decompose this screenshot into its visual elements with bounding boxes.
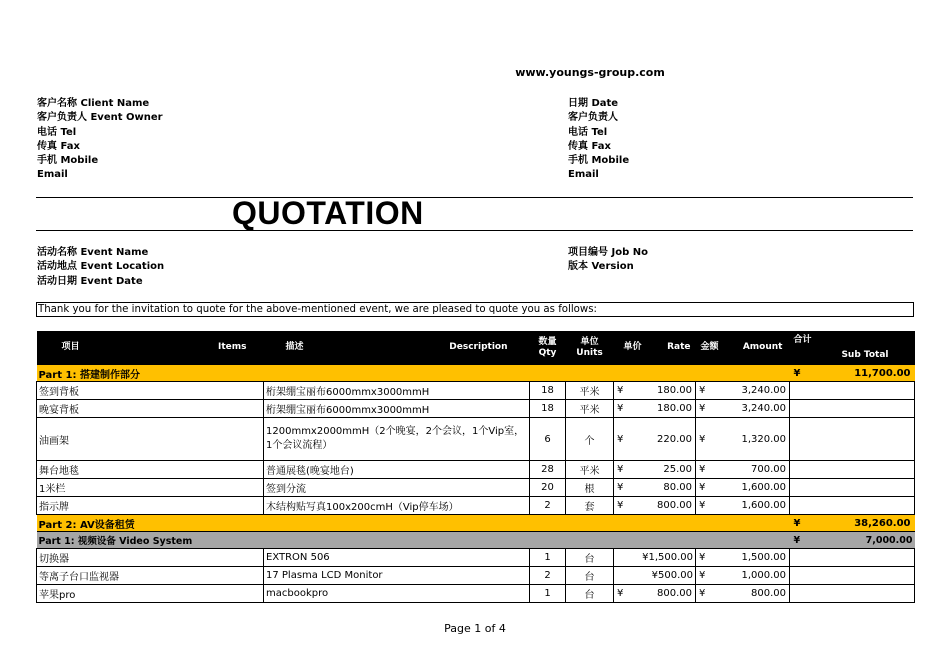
client-name-label: 客户名称 Client Name	[37, 98, 150, 109]
cell-item: 等离子台口监视器	[37, 567, 264, 585]
table-row	[37, 400, 915, 418]
cell-subtotal	[790, 382, 915, 400]
tel-label-right: 电话 Tel	[568, 126, 608, 138]
section-title: Part 1: 搭建制作部分	[37, 365, 790, 382]
cell-unit: 平米	[566, 400, 614, 418]
cell-item: 舞台地毯	[37, 461, 264, 479]
cell-desc: 木结构贴写真100x200cmH（Vip停车场）	[264, 497, 530, 515]
cell-rate: ¥500.00	[614, 567, 696, 585]
cell-unit: 台	[566, 567, 614, 585]
website-url: www.youngs-group.com	[515, 66, 665, 79]
cell-desc: 签到分流	[264, 479, 530, 497]
page-title: QUOTATION	[232, 195, 424, 231]
cell-qty: 18	[530, 400, 566, 418]
cell-desc: 桁架绷宝丽布6000mmx3000mmH	[264, 382, 530, 400]
mobile-label: 手机 Mobile	[37, 155, 99, 167]
intro-text: Thank you for the invitation to quote for the above-mentioned event, we are pleased to quote you as follows:	[36, 302, 914, 317]
email-label: Email	[37, 169, 68, 181]
cell-unit: 台	[566, 549, 614, 567]
section-title: Part 2: AV设备租赁	[37, 515, 790, 532]
cell-desc: macbookpro	[264, 585, 530, 603]
cell-amount: ¥ 1,500.00	[696, 549, 790, 567]
subsection-title: Part 1: 视频设备 Video System	[37, 532, 790, 549]
event-info-right	[568, 246, 648, 275]
cell-rate: ¥ 80.00	[614, 479, 696, 497]
cell-unit: 根	[566, 479, 614, 497]
cell-item: 油画架	[37, 418, 264, 461]
fax-label: 传真 Fax	[37, 140, 80, 152]
event-name-label: 活动名称 Event Name	[37, 247, 149, 258]
cell-rate: ¥ 800.00	[614, 497, 696, 515]
event-info-left	[37, 246, 164, 289]
cell-rate: ¥ 220.00	[614, 418, 696, 461]
mobile-label-right: 手机 Mobile	[568, 155, 630, 167]
section-row-part1	[37, 365, 915, 382]
cell-subtotal	[790, 549, 915, 567]
cell-item: 指示牌	[37, 497, 264, 515]
cell-subtotal	[790, 479, 915, 497]
quotation-table	[36, 331, 915, 603]
header-subtotal: 合计 Sub Total	[790, 331, 915, 365]
cell-unit: 平米	[566, 382, 614, 400]
section-subtotal: ¥ 11,700.00	[790, 365, 915, 382]
cell-desc: 17 Plasma LCD Monitor	[264, 567, 530, 585]
cell-subtotal	[790, 461, 915, 479]
divider-top	[36, 197, 913, 198]
version-label: 版本 Version	[568, 261, 634, 273]
cell-unit: 套	[566, 497, 614, 515]
header-amount: 金额 Amount	[696, 331, 790, 365]
cell-subtotal	[790, 400, 915, 418]
cell-rate: ¥ 180.00	[614, 400, 696, 418]
owner-label: 客户负责人	[568, 112, 618, 124]
cell-amount: ¥ 1,600.00	[696, 497, 790, 515]
event-location-label: 活动地点 Event Location	[37, 261, 165, 273]
cell-amount: ¥ 1,320.00	[696, 418, 790, 461]
tel-label: 电话 Tel	[37, 126, 77, 138]
cell-item: 晚宴背板	[37, 400, 264, 418]
table-header	[37, 331, 915, 365]
cell-rate: ¥1,500.00	[614, 549, 696, 567]
subsection-subtotal: ¥ 7,000.00	[790, 532, 915, 549]
cell-subtotal	[790, 418, 915, 461]
divider-bottom	[36, 230, 913, 231]
cell-amount: ¥ 800.00	[696, 585, 790, 603]
header-qty: 数量 Qty	[530, 331, 566, 365]
table-row	[37, 479, 915, 497]
cell-qty: 1	[530, 549, 566, 567]
event-date-label: 活动日期 Event Date	[37, 275, 143, 287]
table-row	[37, 549, 915, 567]
date-label: 日期 Date	[568, 98, 619, 109]
page-footer	[0, 622, 950, 635]
cell-amount: ¥ 700.00	[696, 461, 790, 479]
page-number: Page 1 of 4	[444, 622, 506, 635]
cell-desc: 1200mmx2000mmH（2个晚宴，2个会议，1个Vip室，1个会议流程）	[264, 418, 530, 461]
table-row	[37, 461, 915, 479]
cell-qty: 6	[530, 418, 566, 461]
cell-item: 1米栏	[37, 479, 264, 497]
client-info-right	[568, 97, 629, 183]
cell-rate: ¥ 180.00	[614, 382, 696, 400]
table-row	[37, 497, 915, 515]
cell-qty: 2	[530, 567, 566, 585]
cell-unit: 平米	[566, 461, 614, 479]
cell-desc: 普通展毯(晚宴地台)	[264, 461, 530, 479]
cell-item: 签到背板	[37, 382, 264, 400]
cell-unit: 个	[566, 418, 614, 461]
cell-qty: 2	[530, 497, 566, 515]
cell-desc: 桁架绷宝丽布6000mmx3000mmH	[264, 400, 530, 418]
table-row	[37, 585, 915, 603]
header-items: 项目 Items	[37, 331, 264, 365]
cell-subtotal	[790, 585, 915, 603]
section-row-part2	[37, 515, 915, 532]
cell-unit: 台	[566, 585, 614, 603]
cell-subtotal	[790, 567, 915, 585]
cell-item: 切换器	[37, 549, 264, 567]
cell-desc: EXTRON 506	[264, 549, 530, 567]
cell-amount: ¥ 3,240.00	[696, 400, 790, 418]
header-description: 描述 Description	[264, 331, 530, 365]
cell-rate: ¥ 25.00	[614, 461, 696, 479]
cell-qty: 1	[530, 585, 566, 603]
client-info-left	[37, 97, 163, 183]
section-subtotal: ¥ 38,260.00	[790, 515, 915, 532]
cell-rate: ¥ 800.00	[614, 585, 696, 603]
job-no-label: 项目编号 Job No	[568, 247, 648, 258]
subsection-row-video	[37, 532, 915, 549]
cell-amount: ¥ 3,240.00	[696, 382, 790, 400]
cell-amount: ¥ 1,600.00	[696, 479, 790, 497]
cell-item: 苹果pro	[37, 585, 264, 603]
cell-subtotal	[790, 497, 915, 515]
header-units: 单位 Units	[566, 331, 614, 365]
fax-label-right: 传真 Fax	[568, 140, 611, 152]
cell-qty: 28	[530, 461, 566, 479]
table-row	[37, 567, 915, 585]
table-row	[37, 418, 915, 461]
header-rate: 单价 Rate	[614, 331, 696, 365]
email-label-right: Email	[568, 169, 599, 181]
cell-qty: 20	[530, 479, 566, 497]
event-owner-label: 客户负责人 Event Owner	[37, 112, 163, 124]
table-row	[37, 382, 915, 400]
cell-qty: 18	[530, 382, 566, 400]
cell-amount: ¥ 1,000.00	[696, 567, 790, 585]
